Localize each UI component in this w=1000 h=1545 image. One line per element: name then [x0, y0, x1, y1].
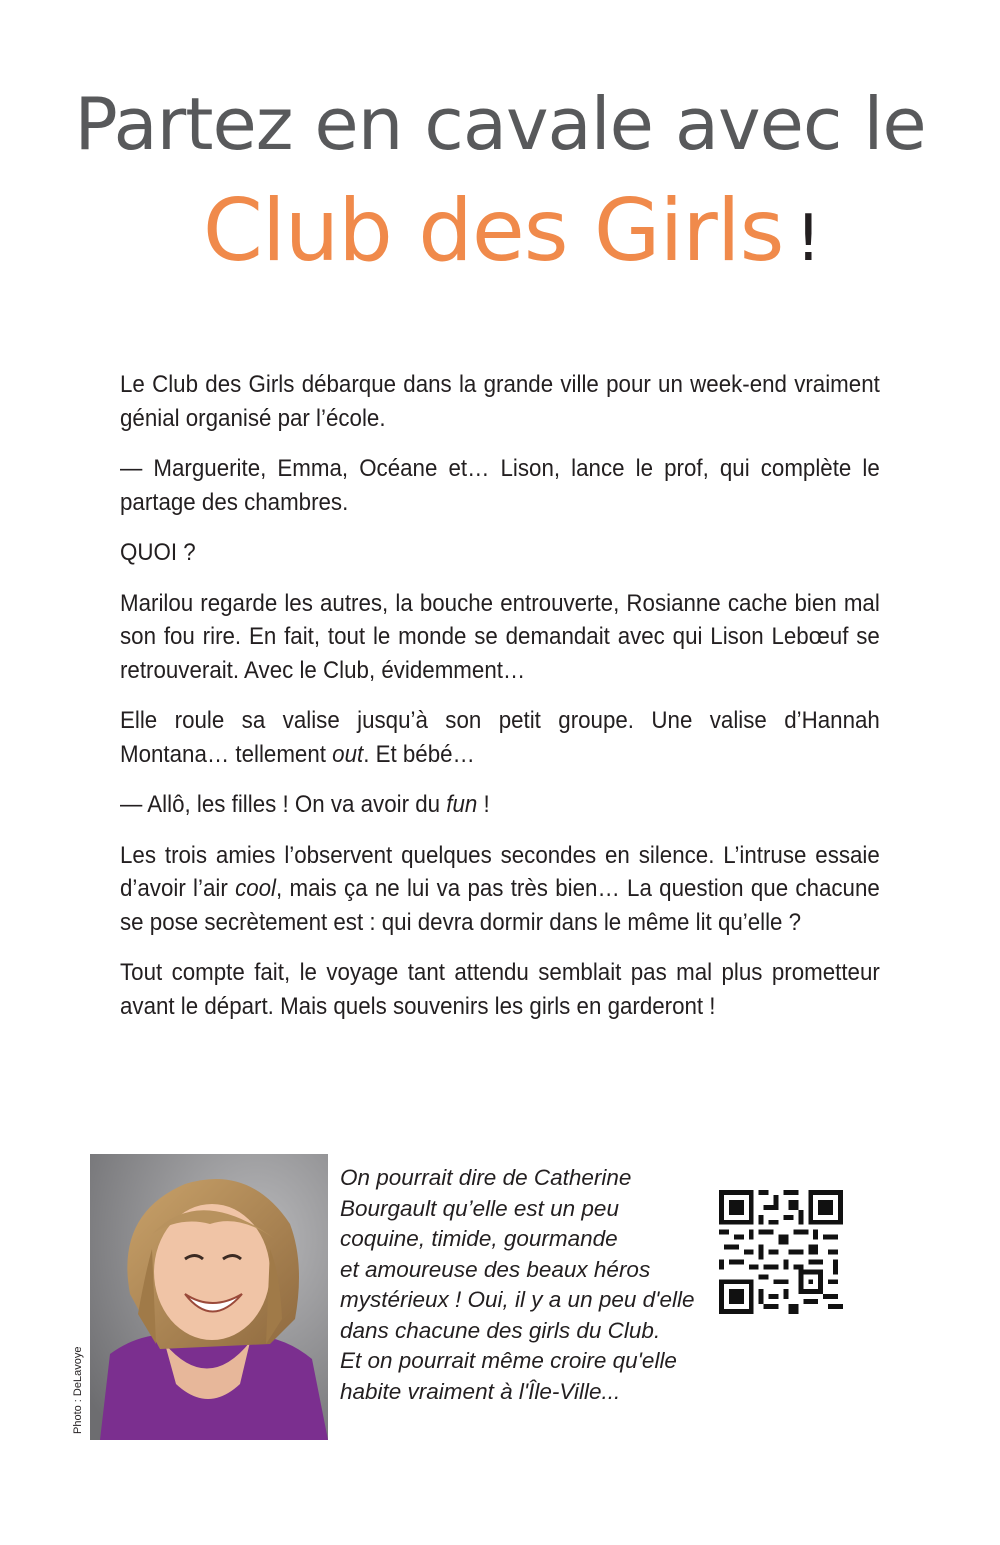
headline-line-1: Partez en cavale avec le — [74, 82, 926, 166]
blurb-paragraph: — Marguerite, Emma, Océane et… Lison, lance le prof, qui complète le partage des chambres. — [120, 455, 880, 516]
bio-line: et amoureuse des beaux héros — [340, 1256, 651, 1282]
bio-line: Bourgault qu’elle est un peu — [340, 1195, 619, 1221]
bio-line: On pourrait dire de Catherine — [340, 1165, 632, 1190]
blurb-paragraph: QUOI ? — [120, 539, 196, 566]
blurb-emphasis: out — [332, 740, 364, 768]
headline — [0, 82, 1000, 281]
blurb-emphasis: cool — [235, 875, 277, 902]
blurb-text: — Allô, les filles ! On va avoir du — [120, 791, 447, 818]
blurb-paragraph: Tout compte fait, le voyage tant attendu semblait pas mal plus prometteur avant le départ. Mais quels souvenirs les girls en garderont ! — [120, 959, 880, 1020]
author-bio — [340, 1163, 700, 1407]
blurb-paragraph — [120, 704, 880, 771]
series-name: Club des Girls — [202, 181, 784, 281]
bio-line: dans chacune des girls du Club. — [340, 1317, 661, 1343]
bio-line: Et on pourrait même croire qu'elle — [340, 1348, 677, 1373]
qr-code-icon[interactable] — [719, 1190, 843, 1314]
blurb-paragraph: Marilou regarde les autres, la bouche entrouverte, Rosianne cache bien mal son fou rire. En fait, tout le monde se demandait avec qui Lison Lebœuf se retrouverait. Avec le Club, évidemment… — [120, 589, 880, 684]
headline-line-2 — [12, 181, 1000, 281]
bio-line: habite vraiment à l'Île-Ville... — [340, 1378, 621, 1404]
photo-credit: Photo : DeLavoye — [72, 1346, 84, 1434]
blurb-text: Les trois amies l’observent quelques secondes en silence. L’intruse essaie d’avoir l’air — [120, 841, 880, 902]
back-cover-blurb — [120, 368, 880, 1040]
headline-exclamation: ! — [795, 202, 822, 276]
bio-line: coquine, timide, gourmande — [340, 1226, 618, 1251]
blurb-text: ! — [477, 791, 490, 818]
author-photo — [90, 1154, 328, 1440]
blurb-text: , mais ça ne lui va pas très bien… La question que chacune se pose secrètement est : qui devra dormir dans le même lit qu’elle ? — [120, 875, 880, 936]
blurb-emphasis: fun — [446, 791, 478, 818]
author-portrait — [90, 1154, 328, 1440]
blurb-text: . Et bébé… — [363, 740, 475, 768]
blurb-paragraph — [120, 788, 880, 822]
blurb-text: Elle roule sa valise jusqu’à son petit groupe. Une valise d’Hannah Montana… tellement — [120, 707, 880, 768]
blurb-paragraph — [120, 839, 880, 940]
blurb-paragraph: Le Club des Girls débarque dans la grande ville pour un week-end vraiment génial organisé par l’école. — [120, 371, 880, 432]
bio-line: mystérieux ! Oui, il y a un peu d'elle — [340, 1287, 695, 1312]
